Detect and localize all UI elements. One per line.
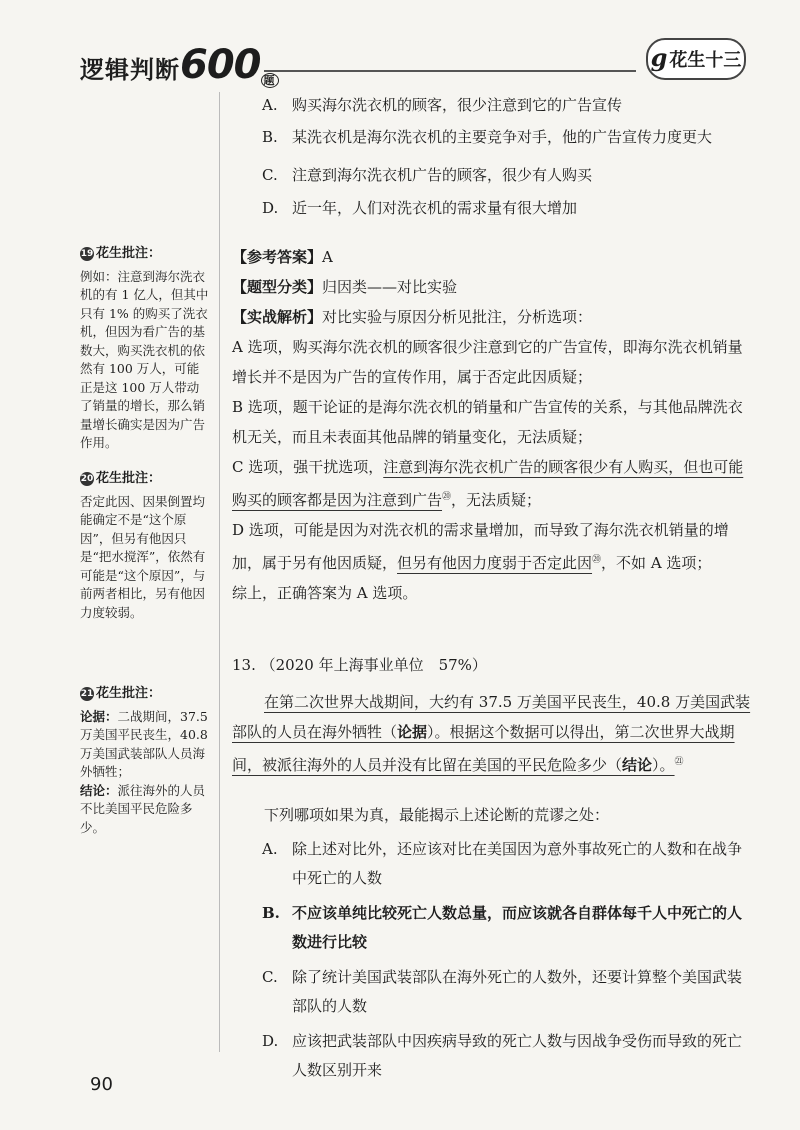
analysis-para-c: C 选项，强干扰选项，注意到海尔洗衣机广告的顾客很少有人购买，但也可能购买的顾客都是因为注意到广告⑳，无法质疑； [232, 458, 744, 509]
q13-header [232, 655, 752, 675]
type-line: 【题型分类】归因类——对比实验 [232, 278, 458, 296]
q12-options [232, 95, 752, 218]
author-badge: g 花生十三 [646, 38, 746, 80]
note-19-heading: 19 花生批注： [80, 246, 162, 261]
note-20-body: 否定此因、因果倒置均能确定不是“这个原因”，但另有他因只是“把水搅浑”，依然有可能是“这个原因”，与前两者相比，另有他因力度较弱。 [80, 493, 206, 620]
q13-number: 13. [232, 656, 256, 674]
note-20 [80, 470, 210, 622]
header-rule [264, 70, 636, 72]
analysis-para-a: A 选项，购买海尔洗衣机的顾客很少注意到它的广告宣传，即海尔洗衣机销量增长并不是因为广告的宣传作用，属于否定此因质疑； [232, 338, 743, 386]
note-19 [80, 245, 210, 453]
q13-stem: 在第二次世界大战期间，大约有 37.5 万美国平民丧生，40.8 万美国武装部队的人员在海外牺牲（论据）。根据这个数据可以得出，第二次世界大战期间，被派往海外的人员并没有比留在美国的平民危险多少（结论）。$^㉑$ [232, 693, 751, 774]
q13-question: 下列哪项如果为真，最能揭示上述论断的荒谬之处： [264, 806, 610, 824]
q13-source: （2020 年上海事业单位 57%） [260, 656, 487, 674]
option-c: C. 注意到海尔洗衣机广告的顾客，很少有人购买 [262, 166, 593, 184]
note-21-heading: 21 花生批注： [80, 686, 162, 701]
q13-option-c: C. 除了统计美国武装部队在海外死亡的人数外，还要计算整个美国武装部队的人数 [262, 968, 743, 1015]
analysis-para-d: D 选项，可能是因为对洗衣机的需求量增加，而导致了海尔洗衣机销量的增加，属于另有他因质疑，但另有他因力度弱于否定此因⑳，不如 A 选项； [232, 521, 729, 572]
column-divider [219, 92, 220, 1052]
option-d: D. 近一年，人们对洗衣机的需求量有很大增加 [262, 199, 578, 217]
answer-line: 【参考答案】A [232, 248, 333, 266]
note-21-argument: 论据：二战期间，37.5 万美国平民丧生，40.8 万美国武装部队人员海外牺牲； [80, 708, 208, 779]
author-logo: g [650, 43, 668, 72]
q12-analysis [232, 242, 752, 608]
option-b: B. 某洗衣机是海尔洗衣机的主要竞争对手，他的广告宣传力度更大 [262, 128, 713, 146]
note-21 [80, 685, 210, 837]
q13-option-a: A. 除上述对比外，还应该对比在美国因为意外事故死亡的人数和在战争中死亡的人数 [262, 840, 743, 887]
note-20-heading: 20 花生批注： [80, 471, 162, 486]
page-number: 90 [90, 1074, 113, 1095]
q13-option-b: B. 不应该单纯比较死亡人数总量，而应该就各自群体每千人中死亡的人数进行比较 [262, 904, 743, 951]
q13-options [232, 835, 752, 1085]
analysis-para-b: B 选项，题干论证的是海尔洗衣机的销量和广告宣传的关系，与其他品牌洗衣机无关，而且未表面其他品牌的销量变化，无法质疑； [232, 398, 743, 446]
note-19-body: 例如：注意到海尔洗衣机的有 1 亿人，但其中只有 1% 的购买了洗衣机，但因为看广告的基数大，购买洗衣机的依然有 100 万人，可能正是这 100 万人带动了销量的增长，那么销量增长确实是因为广告作用。 [80, 268, 209, 450]
analysis-line: 【实战解析】对比实验与原因分析见批注，分析选项： [232, 308, 593, 326]
analysis-summary: 综上，正确答案为 A 选项。 [232, 584, 418, 602]
note-21-conclusion: 结论：派往海外的人员不比美国平民危险多少。 [80, 782, 206, 835]
option-a: A. 购买海尔洗衣机的顾客，很少注意到它的广告宣传 [262, 96, 623, 114]
q13-option-d: D. 应该把武装部队中因疾病导致的死亡人数与因战争受伤而导致的死亡人数区别开来 [262, 1032, 743, 1079]
book-title: 逻辑判断600 题 [80, 42, 279, 88]
